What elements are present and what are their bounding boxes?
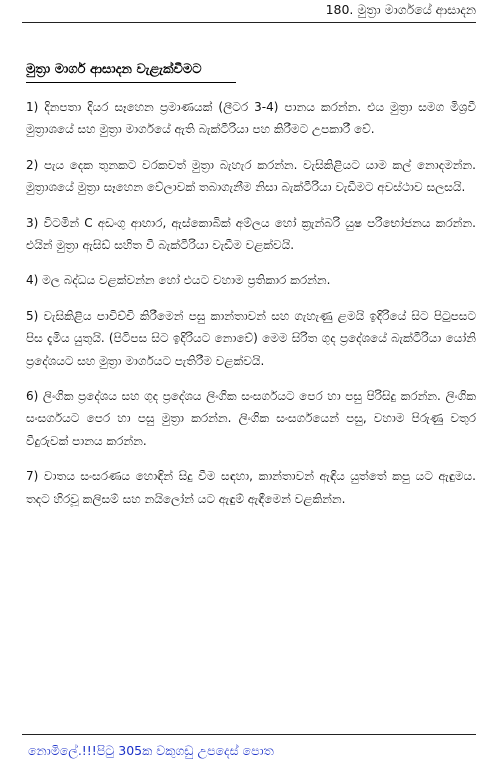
section-heading: මුත්‍රා මාර්ග ආසාදන වැළැක්වීමට [26, 62, 202, 77]
footer-book-title: නොමිලේ.!!!පිටු 305ක වකුගඩු උපදෙස් පොත [28, 743, 274, 758]
paragraph-5: 5) වැසිකිළිය පාවිච්චි කිරීමෙන් පසු කාන්තාවන් සහ ගැහැණු ළමයි ඉදිරියේ සිට පිටුපසට පිස දැමිය යුතුයි. (පිටිපස සිට ඉදිරියට නොවේ) මෙම සිරිත ගුද ප්‍රදේශයේ බැක්ටීරියා යෝනි ප්‍රදේශයට සහ මුත්‍රා මාර්ගයට පැතිරීම වළක්වයි. [26, 308, 476, 368]
paragraph-3: 3) විටමින් C අඩංගු ආහාර, ඇස්කොබික් අම්ලය හෝ ක්‍රැන්බරි යුෂ පරිභෝජනය කරන්න. එයින් මුත්‍රා ඇසිඩ් සහිත වී බැක්ටීරියා වැඩීම වළක්වයි. [26, 215, 476, 253]
section-heading-underline [26, 82, 236, 83]
paragraph-4: 4) මල බද්ධය වළක්වන්න හෝ එයට වහාම ප්‍රතිකාර කරන්න. [26, 273, 331, 288]
header-divider [22, 22, 476, 23]
paragraph-2: 2) පැය දෙක තුනකට වරකවත් මුත්‍රා බැහැර කරන්න. වැසිකිළියට යාම කල් නොදමන්න. මුත්‍රාශයේ මුත්‍රා සෑහෙන වේලාවක් තබාගැනීම නිසා බැක්ටීරියා වැඩීමට අවස්ථාව සලසයි. [26, 157, 476, 195]
paragraph-7: 7) වාතය සංසරණය හොඳින් සිදු වීම සඳහා, කාන්තාවන් ඇඳිය යුත්තේ කපු යට ඇඳුමය. තදට හිරවූ කලිසම් සහ නයිලෝන් යට ඇඳුම් ඇඳීමෙන් වළකින්න. [26, 469, 476, 506]
body-text [26, 96, 476, 523]
paragraph-6: 6) ලිංගික ප්‍රදේශය සහ ගුද ප්‍රදේශය ලිංගික සංසර්ගයට පෙර හා පසු පිරිසිදු කරන්න. ලිංගික සංසර්ගයට පෙර හා පසු මුත්‍රා කරන්න. ලිංගික සංසර්ගයෙන් පසු, වහාම පිරුණු වතුර වීදුරුවක් පානය කරන්න. [26, 389, 476, 448]
paragraph-1: 1) දිනපතා දියර සෑහෙන ප්‍රමාණයක් (ලීටර 3-4) පානය කරන්න. එය මුත්‍රා සමග මිශ්‍රවී මුත්‍රාශයේ සහ මුත්‍රා මාර්ගයේ ඇති බැක්ටීරියා පහ කිරීමට උපකාරී වේ. [26, 100, 476, 137]
footer-divider [22, 734, 476, 735]
page-header-title: 180. මුත්‍රා මාර්ගයේ ආසාදන [325, 2, 476, 17]
